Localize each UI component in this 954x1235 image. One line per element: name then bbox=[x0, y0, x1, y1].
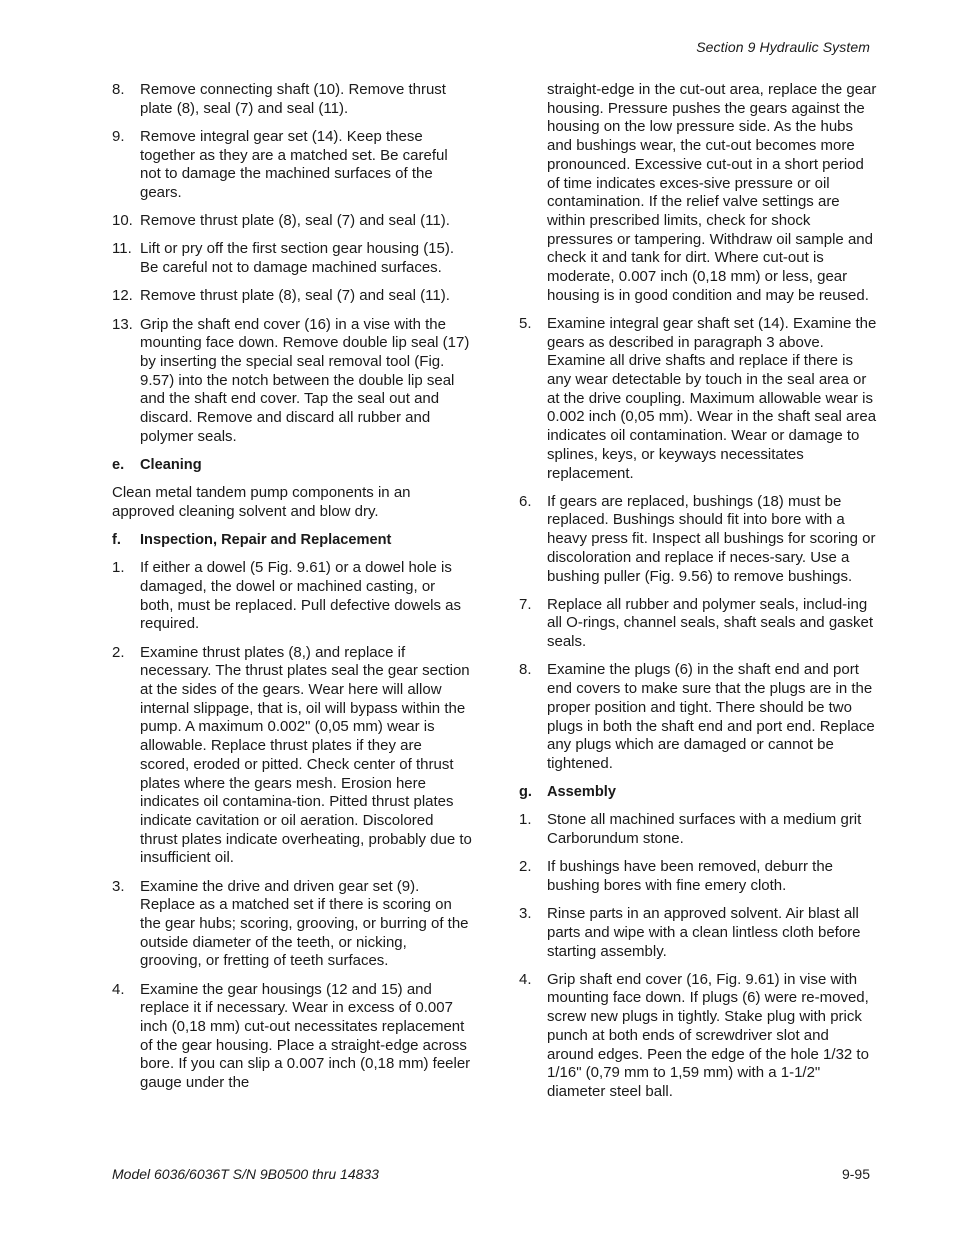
item-text: Remove integral gear set (14). Keep these together as they are a matched set. Be careful not to damage the machined surfaces of the gears. bbox=[140, 127, 448, 202]
item-number: 1. bbox=[112, 559, 125, 577]
list-item bbox=[519, 858, 879, 895]
item-text: If gears are replaced, bushings (18) must be replaced. Bushings should fit into bore with a heavy press fit. Inspect all bushings for scoring or discoloration and replace if neces-sary. Use a bushing puller (Fig. 9.56) to remove bushings. bbox=[547, 492, 876, 585]
item-text: Grip the shaft end cover (16) in a vise with the mounting face down. Remove double lip seal (17) by inserting the special seal removal tool (Fig. 9.57) into the notch between the double lip seal and the shaft end cover. Tap the seal out and discard. Remove and discard all rubber and polymer seals. bbox=[140, 315, 470, 445]
list-item bbox=[112, 644, 472, 868]
item-number: 3. bbox=[112, 877, 125, 895]
item-text: Stone all machined surfaces with a medium grit Carborundum stone. bbox=[547, 811, 862, 848]
heading-letter: f. bbox=[112, 532, 121, 549]
item-text: Remove thrust plate (8), seal (7) and seal (11). bbox=[140, 212, 450, 230]
running-header: Section 9 Hydraulic System bbox=[696, 39, 870, 55]
page-number: 9-95 bbox=[841, 1166, 870, 1182]
item-text: Examine the gear housings (12 and 15) and replace it if necessary. Wear in excess of 0.007 inch (0,18 mm) cut-out necessitates replacement of the gear housing. Place a straight-edge across bore. If you can slip a 0.007 inch (0,18 mm) feeler gauge under the bbox=[140, 980, 471, 1092]
list-item bbox=[112, 81, 472, 118]
item-number: 8. bbox=[519, 661, 532, 679]
inspection-steps-continued bbox=[519, 315, 879, 774]
heading-letter: e. bbox=[112, 456, 125, 473]
item-text: Rinse parts in an approved solvent. Air blast all parts and wipe with a clean lintless cloth before starting assembly. bbox=[547, 905, 861, 960]
heading-title: Inspection, Repair and Replacement bbox=[140, 532, 392, 549]
list-item bbox=[519, 596, 879, 652]
item-number: 3. bbox=[519, 905, 532, 923]
cleaning-paragraph: Clean metal tandem pump components in an approved cleaning solvent and blow dry. bbox=[112, 484, 411, 520]
right-column bbox=[519, 81, 879, 1111]
item-number: 12. bbox=[112, 287, 133, 305]
item-text: Grip shaft end cover (16, Fig. 9.61) in vise with mounting face down. If plugs (6) were re-moved, screw new plugs in tightly. Stake plug with prick punch at both ends of screwdriver slot and around edges. Peen the edge of the hole 1/32 to 1/16" (0,79 mm to 1,59 mm) with a 1-1/2" diameter steel ball. bbox=[547, 970, 869, 1100]
item-text: Examine the drive and driven gear set (9). Replace as a matched set if there is scoring on the gear hubs; scoring, grooving, or burring of the outside diameter of the teeth, or nicking, grooving, or fretting of teeth surfaces. bbox=[140, 877, 469, 970]
item-number: 4. bbox=[519, 970, 532, 988]
item-number: 9. bbox=[112, 127, 125, 145]
list-item bbox=[112, 128, 472, 203]
item-number: 2. bbox=[112, 643, 125, 661]
heading-title: Cleaning bbox=[140, 456, 202, 473]
item-number: 8. bbox=[112, 81, 125, 98]
item-number: 10. bbox=[112, 212, 133, 230]
list-item bbox=[519, 661, 879, 773]
page-footer bbox=[112, 1166, 870, 1182]
list-item bbox=[112, 240, 472, 277]
list-item bbox=[519, 811, 879, 848]
assembly-steps bbox=[519, 811, 879, 1101]
cleaning-heading bbox=[112, 456, 472, 475]
item-text: If bushings have been removed, deburr the bushing bores with fine emery cloth. bbox=[547, 858, 834, 894]
list-item bbox=[112, 316, 472, 447]
item-number: 6. bbox=[519, 492, 532, 510]
item-number: 4. bbox=[112, 980, 125, 998]
list-item bbox=[519, 971, 879, 1102]
left-column bbox=[112, 81, 472, 1102]
item-text: Replace all rubber and polymer seals, includ-ing all O-rings, channel seals, shaft seals and gasket seals. bbox=[547, 595, 874, 651]
item-text: If either a dowel (5 Fig. 9.61) or a dowel hole is damaged, the dowel or machined casting, or both, must be replaced. Pull defective dowels as required. bbox=[140, 559, 462, 633]
item-text: Lift or pry off the first section gear housing (15). Be careful not to damage machined surfaces. bbox=[140, 240, 455, 277]
list-item bbox=[519, 905, 879, 961]
item-text: Remove connecting shaft (10). Remove thrust plate (8), seal (7) and seal (11). bbox=[140, 81, 446, 117]
item-number: 2. bbox=[519, 858, 532, 876]
item-number: 7. bbox=[519, 595, 532, 613]
model-info: Model 6036/6036T S/N 9B0500 thru 14833 bbox=[112, 1166, 379, 1182]
item-text: Examine integral gear shaft set (14). Examine the gears as described in paragraph 3 above. Examine all drive shafts and replace if there is any wear detectable by touch in the seal area or at the drive coupling. Maximum allowable wear is 0.002 inch (0,05 mm). Wear in the shaft seal area indicates oil contamination. Wear or damage to splines, keys, or keyways necessitates replacement. bbox=[547, 314, 877, 482]
heading-letter: g. bbox=[519, 784, 532, 801]
item-number: 1. bbox=[519, 811, 532, 829]
list-item bbox=[112, 212, 472, 231]
list-item bbox=[519, 315, 879, 483]
item-number: 11. bbox=[112, 240, 132, 258]
item-number: 13. bbox=[112, 315, 133, 333]
continued-paragraph: straight-edge in the cut-out area, replace the gear housing. Pressure pushes the gears against the housing on the low pressure side. As the hubs and bushings wear, the cut-out becomes more pronounced. Excessive cut-out in a short period of time indicates exces-sive pressure or oil contamination. If the relief valve settings are within prescribed limits, check for shock pressures or tampering. Withdraw oil sample and check it and tank for dirt. Where cut-out is moderate, 0.007 inch (0,18 mm) or less, gear housing is in good condition and may be reused. bbox=[547, 81, 877, 304]
heading-title: Assembly bbox=[547, 784, 616, 801]
list-item bbox=[112, 559, 472, 634]
item-text: Remove thrust plate (8), seal (7) and seal (11). bbox=[140, 287, 450, 305]
item-text: Examine the plugs (6) in the shaft end and port end covers to make sure that the plugs are in the proper position and tight. There should be two plugs in both the shaft end and port end. Replace any plugs which are damaged or cannot be tightened. bbox=[547, 661, 875, 772]
inspection-heading bbox=[112, 531, 472, 550]
list-item bbox=[112, 981, 472, 1093]
removal-steps bbox=[112, 81, 472, 446]
assembly-heading bbox=[519, 783, 879, 802]
list-item bbox=[519, 493, 879, 587]
inspection-steps bbox=[112, 559, 472, 1092]
list-item bbox=[112, 287, 472, 306]
list-item bbox=[112, 878, 472, 972]
item-number: 5. bbox=[519, 314, 532, 332]
item-text: Examine thrust plates (8,) and replace if necessary. The thrust plates seal the gear section at the sides of the gears. Wear here will allow internal slippage, that is, oil will bypass within the pump. A maximum 0.002" (0,05 mm) wear is allowable. Replace thrust plates if they are scored, eroded or pitted. Check center of thrust plates where the gears mesh. Erosion here indicates oil contamina-tion. Pitted thrust plates indicate cavitation or oil aeration. Discolored thrust plates indicate overheating, probably due to insufficient oil. bbox=[140, 643, 472, 867]
